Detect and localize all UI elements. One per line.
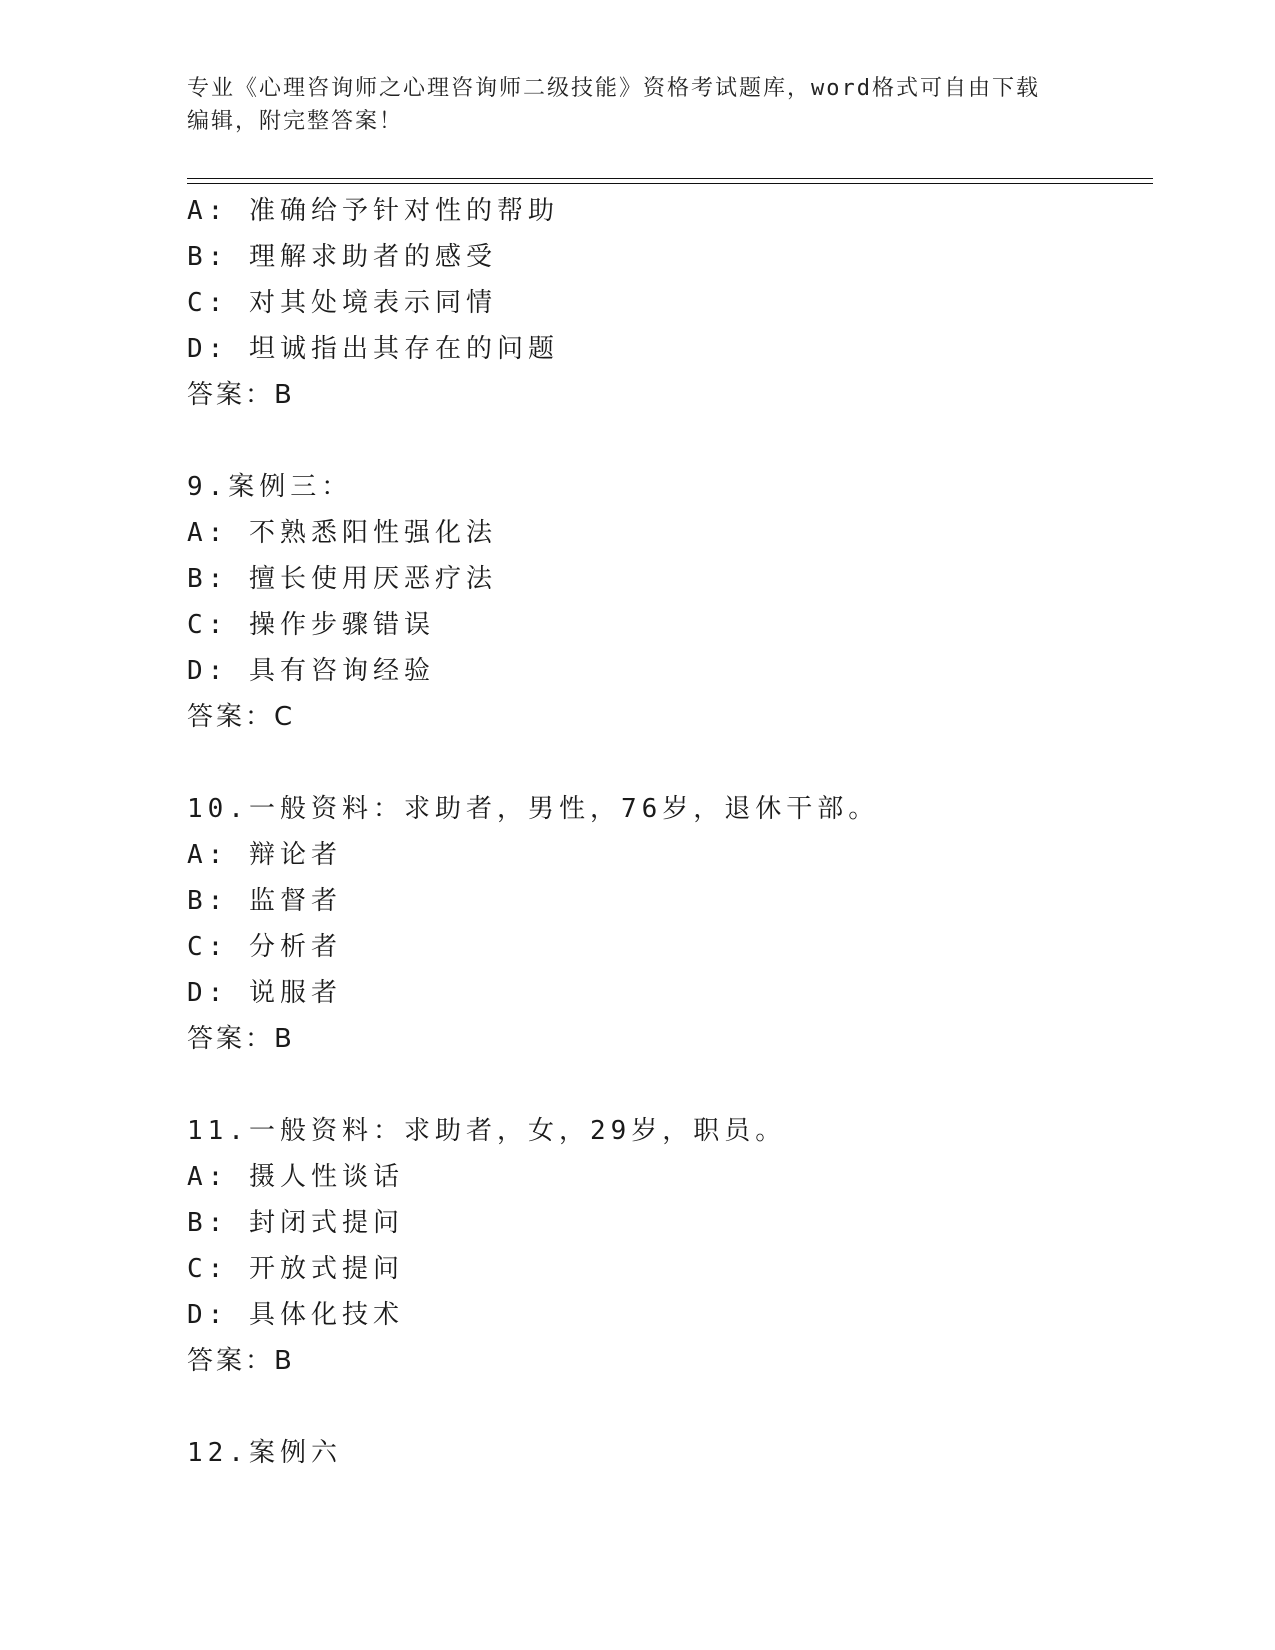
- question-block-12: [187, 1430, 1147, 1476]
- option-c: C: 对其处境表示同情: [187, 288, 497, 318]
- question-block-8: [187, 188, 1147, 418]
- header-line-1: 专业《心理咨询师之心理咨询师二级技能》资格考试题库，word格式可自由下载: [187, 76, 1040, 101]
- option-b: B: 封闭式提问: [187, 1208, 404, 1238]
- document-header: [187, 72, 1087, 138]
- option-a: A: 准确给予针对性的帮助: [187, 196, 559, 226]
- option-c: C: 分析者: [187, 932, 342, 962]
- option-b: B: 擅长使用厌恶疗法: [187, 564, 497, 594]
- option-b: B: 理解求助者的感受: [187, 242, 497, 272]
- question-list: [187, 188, 1147, 1476]
- option-a: A: 摄人性谈话: [187, 1162, 404, 1192]
- question-block-9: [187, 464, 1147, 740]
- option-d: D: 具体化技术: [187, 1300, 404, 1330]
- question-block-11: [187, 1108, 1147, 1384]
- option-c: C: 操作步骤错误: [187, 610, 435, 640]
- header-divider-top: [187, 178, 1153, 179]
- answer-line: 答案：B: [187, 380, 295, 410]
- option-d: D: 坦诚指出其存在的问题: [187, 334, 559, 364]
- answer-line: 答案：B: [187, 1024, 295, 1054]
- question-stem: 12.案例六: [187, 1438, 342, 1468]
- option-a: A: 不熟悉阳性强化法: [187, 518, 497, 548]
- question-stem: 11.一般资料：求助者，女，29岁，职员。: [187, 1116, 787, 1146]
- question-block-10: [187, 786, 1147, 1062]
- answer-line: 答案：B: [187, 1346, 295, 1376]
- option-a: A: 辩论者: [187, 840, 342, 870]
- question-stem: 10.一般资料：求助者，男性，76岁，退休干部。: [187, 794, 880, 824]
- header-line-2: 编辑，附完整答案！: [187, 109, 404, 134]
- option-d: D: 具有咨询经验: [187, 656, 435, 686]
- question-stem: 9.案例三：: [187, 472, 353, 502]
- answer-line: 答案：C: [187, 702, 296, 732]
- header-divider-bottom: [187, 183, 1153, 184]
- option-b: B: 监督者: [187, 886, 342, 916]
- option-c: C: 开放式提问: [187, 1254, 404, 1284]
- option-d: D: 说服者: [187, 978, 342, 1008]
